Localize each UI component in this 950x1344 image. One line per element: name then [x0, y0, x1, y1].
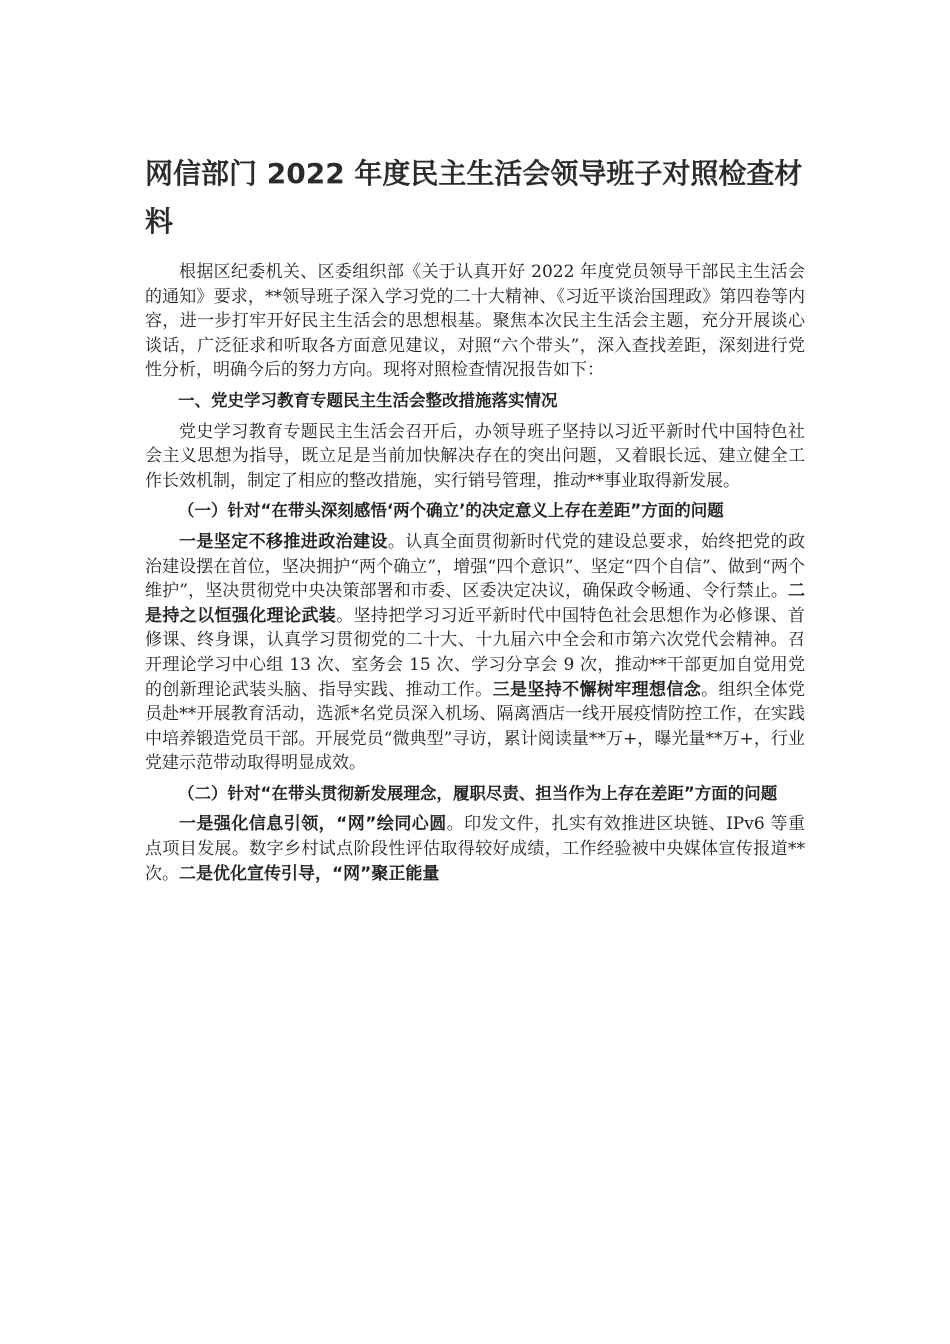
intro-paragraph: 根据区纪委机关、区委组织部《关于认真开好 2022 年度党员领导干部民主生活会的通知》要求，**领导班子深入学习党的二十大精神、《习近平谈治国理政》第四卷等内容，进一步打牢开好民主生活会的思想根基。聚焦本次民主生活会主题，充分开展谈心谈话，广泛征求和听取各方面意见建议，对照“六个带头”，深入查找差距，深刻进行党性分析，明确今后的努力方向。现将对照检查情况报告如下： [145, 262, 805, 381]
point-2-text: 。坚持把学习习近平新时代中国特色社会思想作为必修课、首修课、终身课，认真学习贯彻党的二十大、十九届六中全会和市第六次党代会精神。召开理论学习中心组 13 次、室务会 15 次、学习分享会 9 次，推动**干部更加自觉用党的创新理论武装头脑、指导实践、推动工作。 [145, 605, 806, 700]
point-1-bold: 一是坚定不移推进政治建设 [179, 531, 388, 552]
sub2-point-2-bold: 二是优化宣传引导，“网”聚正能量 [179, 863, 440, 884]
document-body [145, 260, 805, 892]
section-1-paragraph: 党史学习教育专题民主生活会召开后，办领导班子坚持以习近平新时代中国特色社会主义思想为指导，既立足是当前加快解决存在的突出问题，又着眼长远、建立健全工作长效机制，制定了相应的整改措施，实行销号管理，推动**事业取得新发展。 [145, 421, 805, 491]
document-title: 网信部门 2022 年度民主生活会领导班子对照检查材料 [145, 157, 803, 238]
sub2-point-1-text: 。印发文件，扎实有效推进区块链、IPv6 等重点项目发展。数字乡村试点阶段性评估取得较好成绩，工作经验被中央媒体宣传报道**次。 [145, 814, 805, 884]
point-3-text: 。组织全体党员赴**开展教育活动，选派*名党员深入机场、隔离酒店一线开展疫情防控工作，在实践中培养锻造党员干部。开展党员“微典型”寻访，累计阅读量**万+，曝光量**万+，行业党建示范带动取得明显成效。 [145, 679, 806, 774]
point-3-bold: 三是坚持不懈树牢理想信念 [492, 679, 702, 700]
subsection-2-heading: （二）针对“在带头贯彻新发展理念，履职尽责、担当作为上存在差距”方面的问题 [178, 783, 778, 803]
sub2-point-1-bold: 一是强化信息引领，“网”绘同心圆 [179, 814, 447, 835]
section-1-heading: 一、党史学习教育专题民主生活会整改措施落实情况 [178, 390, 558, 410]
point-2-bold: 二是持之以恒强化理论武装 [145, 581, 805, 626]
subsection-1-heading: （一）针对“在带头深刻感悟‘两个确立’的决定意义上存在差距”方面的问题 [178, 501, 724, 521]
point-1-text: 。认真全面贯彻新时代党的建设总要求，始终把党的政治建设摆在首位，坚决拥护“两个确立”，增强“四个意识”、坚定“四个自信”、做到“两个维护”，坚决贯彻党中央决策部署和市委、区委决定决议，确保政令畅通、令行禁止。 [145, 531, 806, 602]
subsection-2-paragraph [145, 812, 805, 886]
subsection-1-paragraph [145, 530, 805, 776]
